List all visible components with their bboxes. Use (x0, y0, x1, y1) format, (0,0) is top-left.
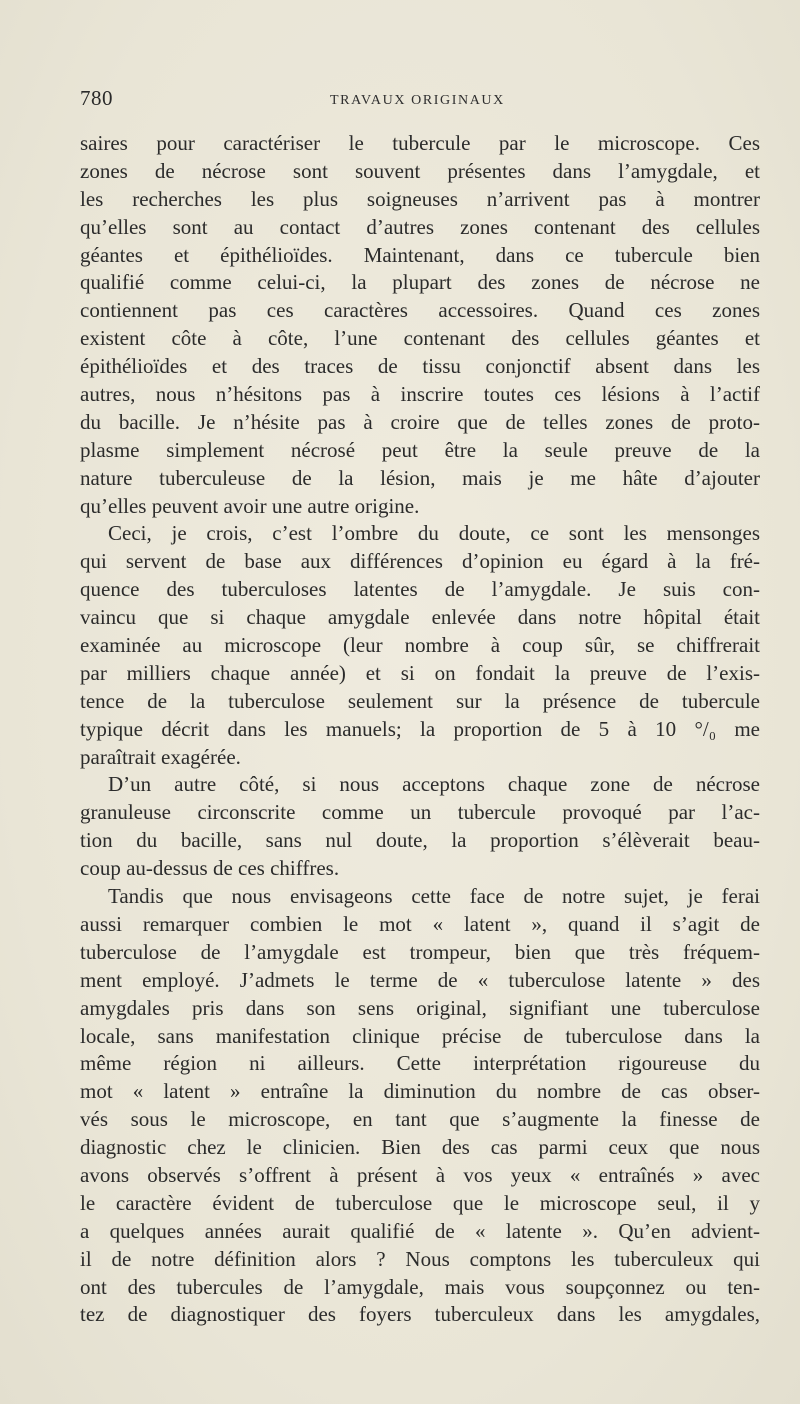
text-line: nature tuberculeuse de la lésion, mais je me hâte d’ajouter (80, 465, 760, 490)
text-line: paraîtrait exagérée. (80, 744, 241, 769)
text-line: vés sous le microscope, en tant que s’augmente la finesse de (80, 1107, 760, 1132)
text-line: granuleuse circonscrite comme un tubercule provoqué par l’ac- (80, 800, 760, 825)
text-line: ment employé. J’admets le terme de « tuberculose latente » des (80, 967, 760, 992)
text-line: par milliers chaque année) et si on fondait la preuve de l’exis- (80, 660, 760, 685)
text-line: typique décrit dans les manuels; la proportion de 5 à 10 °/₀ me (80, 716, 760, 741)
text-line: plasme simplement nécrosé peut être la seule preuve de la (80, 437, 760, 462)
text-line: contiennent pas ces caractères accessoires. Quand ces zones (80, 298, 760, 323)
text-line: géantes et épithélioïdes. Maintenant, dans ce tubercule bien (80, 242, 760, 267)
text-line: épithélioïdes et des traces de tissu conjonctif absent dans les (80, 354, 760, 379)
text-line: quence des tuberculoses latentes de l’amygdale. Je suis con- (80, 577, 760, 602)
text-line: du bacille. Je n’hésite pas à croire que de telles zones de proto- (80, 409, 760, 434)
text-line: les recherches les plus soigneuses n’arrivent pas à montrer (80, 186, 760, 211)
text-line: vaincu que si chaque amygdale enlevée dans notre hôpital était (80, 605, 760, 630)
page-header (80, 86, 760, 116)
page-number: 780 (80, 86, 113, 110)
text-line: aussi remarquer combien le mot « latent », quand il s’agit de (80, 911, 760, 936)
text-line: examinée au microscope (leur nombre à coup sûr, se chiffrerait (80, 633, 760, 658)
text-line: qu’elles sont au contact d’autres zones contenant des cellules (80, 214, 760, 239)
text-line: coup au-dessus de ces chiffres. (80, 856, 340, 881)
text-line: même région ni ailleurs. Cette interprétation rigoureuse du (80, 1051, 760, 1076)
text-line: mot « latent » entraîne la diminution du nombre de cas obser- (80, 1079, 760, 1104)
running-head: TRAVAUX ORIGINAUX (330, 93, 505, 108)
text-line: locale, sans manifestation clinique précise de tuberculose dans la (80, 1023, 760, 1048)
text-line: D’un autre côté, si nous acceptons chaque zone de nécrose (108, 772, 760, 797)
text-line: autres, nous n’hésitons pas à inscrire toutes ces lésions à l’actif (80, 382, 760, 407)
text-line: zones de nécrose sont souvent présentes dans l’amygdale, et (80, 158, 760, 183)
text-line: amygdales pris dans son sens original, signifiant une tuberculose (80, 995, 760, 1020)
text-line: tence de la tuberculose seulement sur la présence de tubercule (80, 688, 760, 713)
text-line: avons observés s’offrent à présent à vos yeux « entraînés » avec (80, 1162, 760, 1187)
text-line: saires pour caractériser le tubercule par le microscope. Ces (80, 131, 760, 155)
body-text (80, 130, 760, 1329)
text-line: qualifié comme celui-ci, la plupart des zones de nécrose ne (80, 270, 760, 295)
text-line: tion du bacille, sans nul doute, la proportion s’élèverait beau- (80, 828, 760, 853)
text-line: il de notre définition alors ? Nous comptons les tuberculeux qui (80, 1246, 760, 1271)
text-line: qui servent de base aux différences d’opinion eu égard à la fré- (80, 549, 760, 574)
text-line: qu’elles peuvent avoir une autre origine. (80, 493, 420, 518)
text-line: le caractère évident de tuberculose que le microscope seul, il y (80, 1190, 760, 1215)
text-line: a quelques années aurait qualifié de « latente ». Qu’en advient- (80, 1218, 760, 1243)
text-line: tez de diagnostiquer des foyers tuberculeux dans les amygdales, (80, 1302, 760, 1327)
text-line: Tandis que nous envisageons cette face de notre sujet, je ferai (108, 884, 760, 909)
text-line: ont des tubercules de l’amygdale, mais vous soupçonnez ou ten- (80, 1274, 760, 1299)
text-line: tuberculose de l’amygdale est trompeur, bien que très fréquem- (80, 939, 760, 964)
text-line: diagnostic chez le clinicien. Bien des cas parmi ceux que nous (80, 1135, 760, 1160)
text-line: Ceci, je crois, c’est l’ombre du doute, ce sont les mensonges (108, 521, 760, 546)
text-line: existent côte à côte, l’une contenant des cellules géantes et (80, 326, 760, 351)
